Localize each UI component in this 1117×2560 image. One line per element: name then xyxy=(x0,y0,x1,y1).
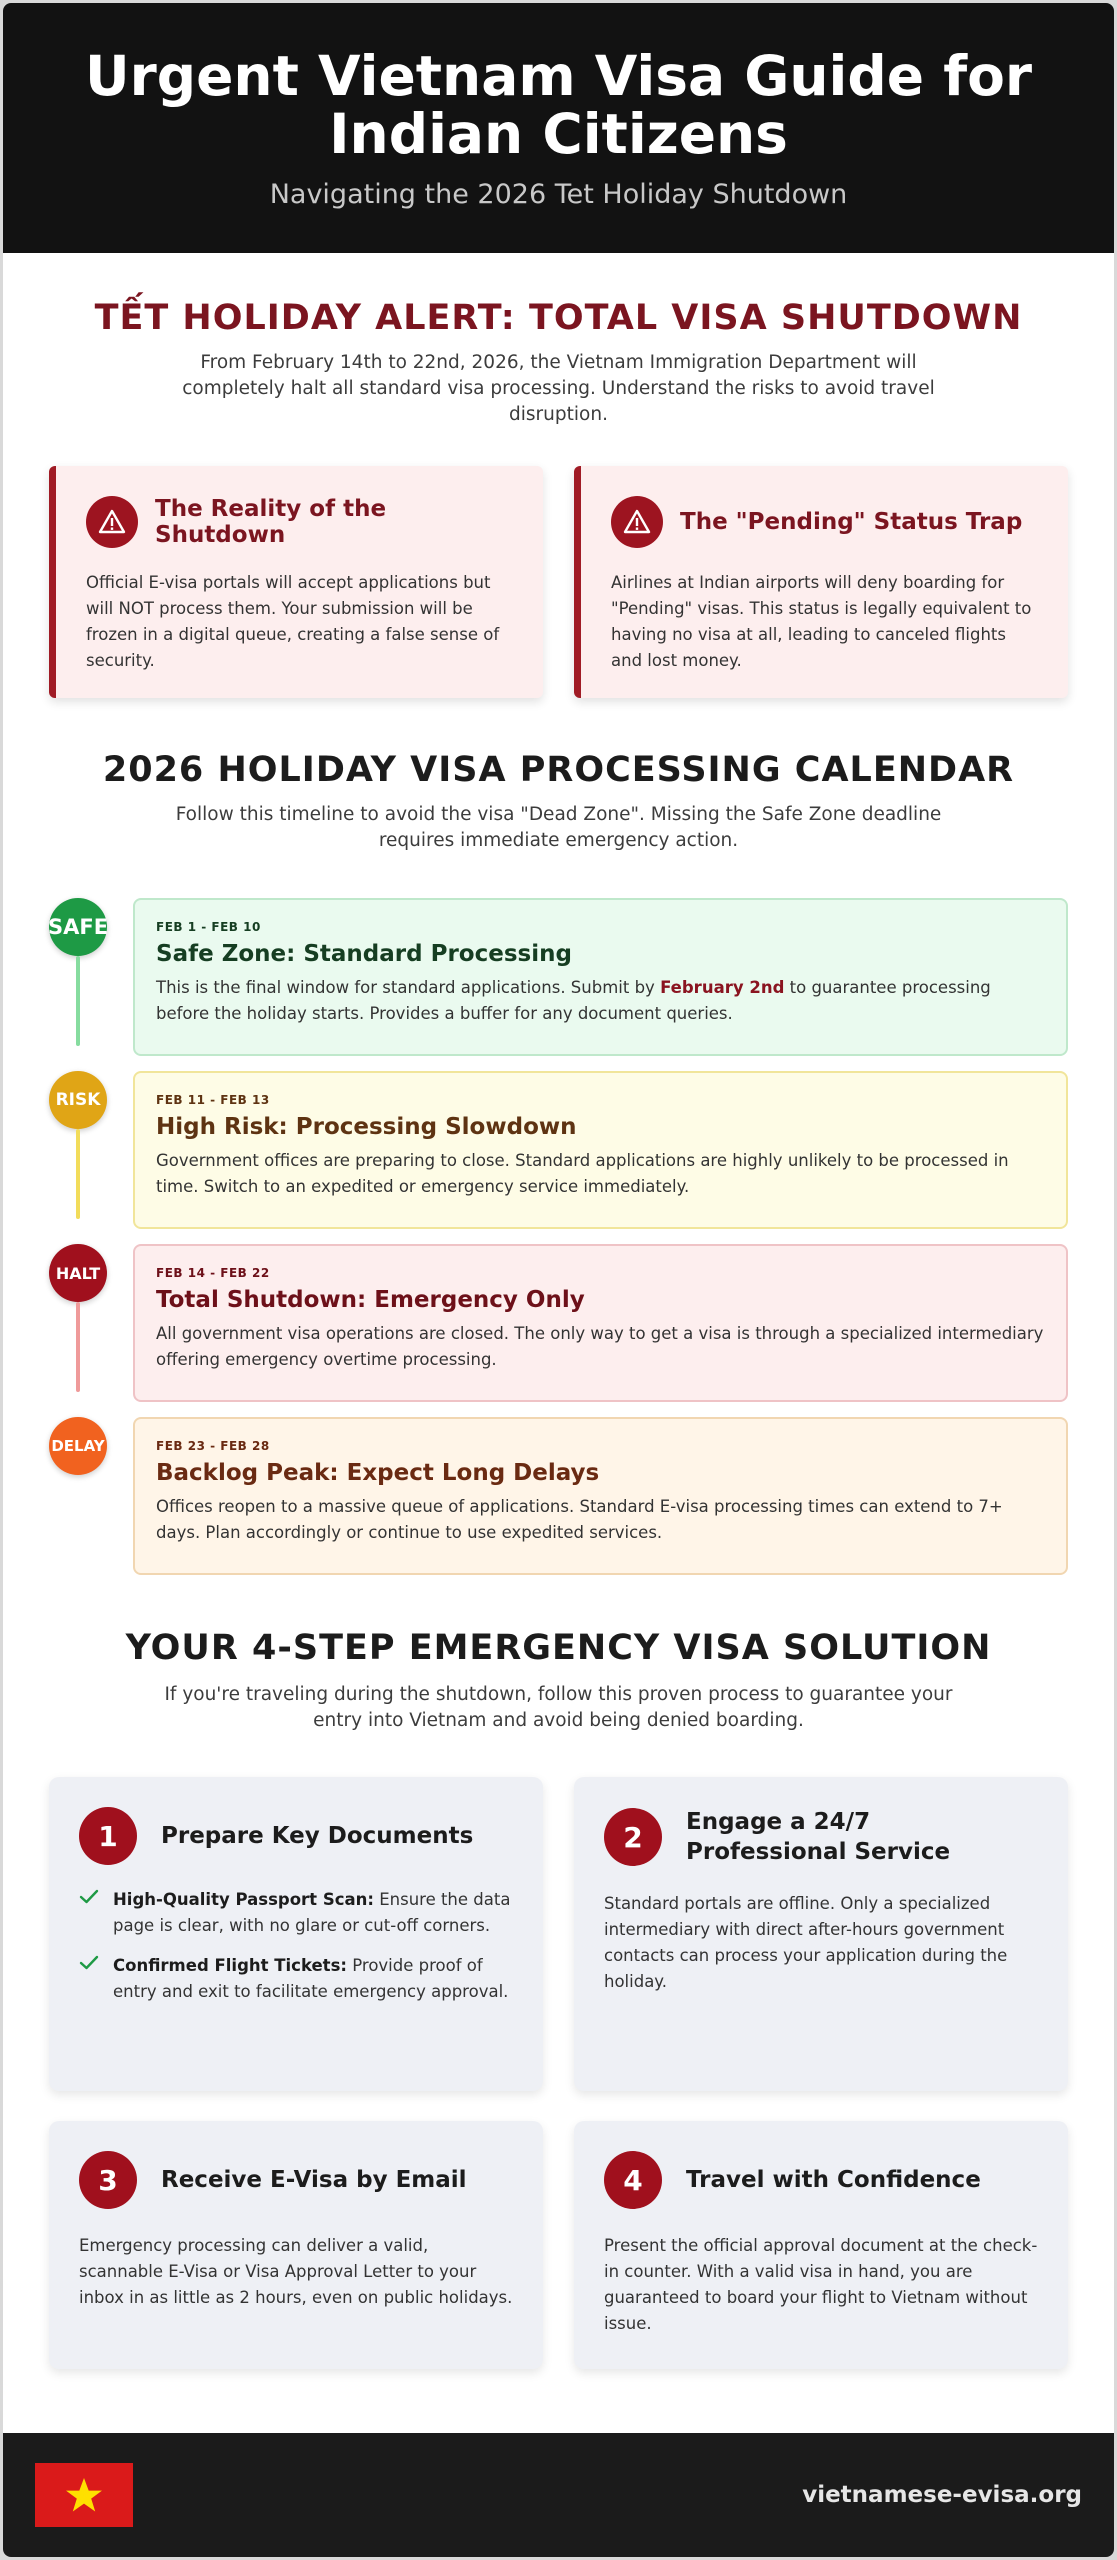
step-number: 3 xyxy=(79,2151,137,2209)
step-text: Standard portals are offline. Only a specialized intermediary with direct after-hours government contacts can process your application during the holiday. xyxy=(604,1894,1008,1991)
calendar-title: 2026 HOLIDAY VISA PROCESSING CALENDAR xyxy=(102,750,1015,790)
phase-card xyxy=(133,1244,1068,1402)
alert-card-title: The "Pending" Status Trap xyxy=(680,509,1023,535)
step-name: Travel with Confidence xyxy=(686,2167,981,2193)
phase-text: Offices reopen to a massive queue of applications. Standard E-visa processing times can extend to 7+ days. Plan accordingly or continue to use expedited services. xyxy=(156,1497,1003,1542)
phase-card xyxy=(133,898,1068,1056)
phase-deadline: February 2nd xyxy=(660,978,785,997)
phase-text: All government visa operations are closed. The only way to get a visa is through a specialized intermediary offering emergency overtime processing. xyxy=(156,1324,1044,1369)
phase-badge: RISK xyxy=(49,1071,107,1129)
alert-card-reality xyxy=(49,466,543,698)
alert-card-text: Airlines at Indian airports will deny boarding for "Pending" visas. This status is legally equivalent to having no visa at all, leading to canceled flights and lost money. xyxy=(611,573,1032,670)
alert-cards xyxy=(49,466,1068,698)
alert-card-title: The Reality of the Shutdown xyxy=(155,496,387,548)
timeline-connector xyxy=(76,1129,80,1219)
warning-icon xyxy=(611,496,663,548)
check-icon xyxy=(79,1953,113,2005)
checklist-item: High-Quality Passport Scan: Ensure the data page is clear, with no glare or cut-off corners. xyxy=(79,1887,513,1939)
alert-section xyxy=(3,298,1114,698)
calendar-description: Follow this timeline to avoid the visa "Dead Zone". Missing the Safe Zone deadline requires immediate emergency action. xyxy=(175,804,942,851)
step-card-2 xyxy=(574,1777,1068,2091)
step-name: Receive E-Visa by Email xyxy=(161,2167,467,2193)
timeline-connector xyxy=(76,956,80,1046)
steps-description: If you're traveling during the shutdown, follow this proven process to guarantee your entry into Vietnam and avoid being denied boarding. xyxy=(164,1684,953,1731)
phase-heading: Backlog Peak: Expect Long Delays xyxy=(156,1460,600,1486)
step-number: 1 xyxy=(79,1807,137,1865)
alert-title: TẾT HOLIDAY ALERT: TOTAL VISA SHUTDOWN xyxy=(94,298,1023,338)
steps-title: YOUR 4-STEP EMERGENCY VISA SOLUTION xyxy=(125,1628,992,1668)
phase-heading: Safe Zone: Standard Processing xyxy=(156,941,572,967)
step-number: 2 xyxy=(604,1808,662,1866)
phase-card xyxy=(133,1071,1068,1229)
vietnam-flag-icon xyxy=(35,2463,133,2527)
steps-grid xyxy=(49,1777,1068,2369)
phase-date: FEB 23 - FEB 28 xyxy=(156,1439,270,1453)
timeline-phase-risk xyxy=(49,1071,1068,1229)
step-card-1 xyxy=(49,1777,543,2091)
page-subtitle: Navigating the 2026 Tet Holiday Shutdown xyxy=(269,179,848,210)
phase-badge: DELAY xyxy=(49,1417,107,1475)
phase-text: This is the final window for standard applications. Submit by February 2nd to guarantee processing before the holiday starts. Provides a buffer for any document queries. xyxy=(156,978,991,1023)
page-title: Urgent Vietnam Visa Guide for Indian Citizens xyxy=(84,44,1033,166)
phase-heading: High Risk: Processing Slowdown xyxy=(156,1114,577,1140)
footer-site-link[interactable]: vietnamese-evisa.org xyxy=(802,2482,1082,2508)
phase-text: Government offices are preparing to close. Standard applications are highly unlikely to be processed in time. Switch to an expedited or emergency service immediately. xyxy=(156,1151,1009,1196)
alert-card-text: Official E-visa portals will accept applications but will NOT process them. Your submission will be frozen in a digital queue, creating a false sense of security. xyxy=(86,573,500,670)
step-name: Prepare Key Documents xyxy=(161,1823,474,1849)
step-number: 4 xyxy=(604,2151,662,2209)
phase-badge: SAFE xyxy=(49,898,107,956)
page xyxy=(3,3,1114,2557)
check-icon xyxy=(79,1887,113,1939)
page-header xyxy=(3,3,1114,253)
checklist-item: Confirmed Flight Tickets: Provide proof of entry and exit to facilitate emergency approval. xyxy=(79,1953,513,2005)
phase-heading: Total Shutdown: Emergency Only xyxy=(156,1287,585,1313)
calendar-section xyxy=(3,750,1114,1575)
timeline-phase-halt xyxy=(49,1244,1068,1402)
alert-card-pending xyxy=(574,466,1068,698)
timeline xyxy=(49,898,1068,1575)
document-checklist xyxy=(79,1887,513,2005)
phase-date: FEB 1 - FEB 10 xyxy=(156,920,261,934)
timeline-phase-safe xyxy=(49,898,1068,1056)
phase-date: FEB 11 - FEB 13 xyxy=(156,1093,270,1107)
alert-description: From February 14th to 22nd, 2026, the Vietnam Immigration Department will completely halt all standard visa processing. Understand the risks to avoid travel disruption. xyxy=(182,352,935,425)
step-text: Emergency processing can deliver a valid, scannable E-Visa or Visa Approval Letter to your inbox in as little as 2 hours, even on public holidays. xyxy=(79,2236,513,2307)
phase-badge: HALT xyxy=(49,1244,107,1302)
phase-date: FEB 14 - FEB 22 xyxy=(156,1266,270,1280)
warning-icon xyxy=(86,496,138,548)
steps-section xyxy=(3,1628,1114,2369)
step-text: Present the official approval document at the check-in counter. With a valid visa in hand, you are guaranteed to board your flight to Vietnam without issue. xyxy=(604,2236,1038,2333)
phase-card xyxy=(133,1417,1068,1575)
timeline-phase-delay xyxy=(49,1417,1068,1575)
step-card-4 xyxy=(574,2121,1068,2369)
step-name: Engage a 24/7 Professional Service xyxy=(686,1809,951,1865)
timeline-connector xyxy=(76,1302,80,1392)
step-card-3 xyxy=(49,2121,543,2369)
page-footer xyxy=(3,2433,1114,2557)
